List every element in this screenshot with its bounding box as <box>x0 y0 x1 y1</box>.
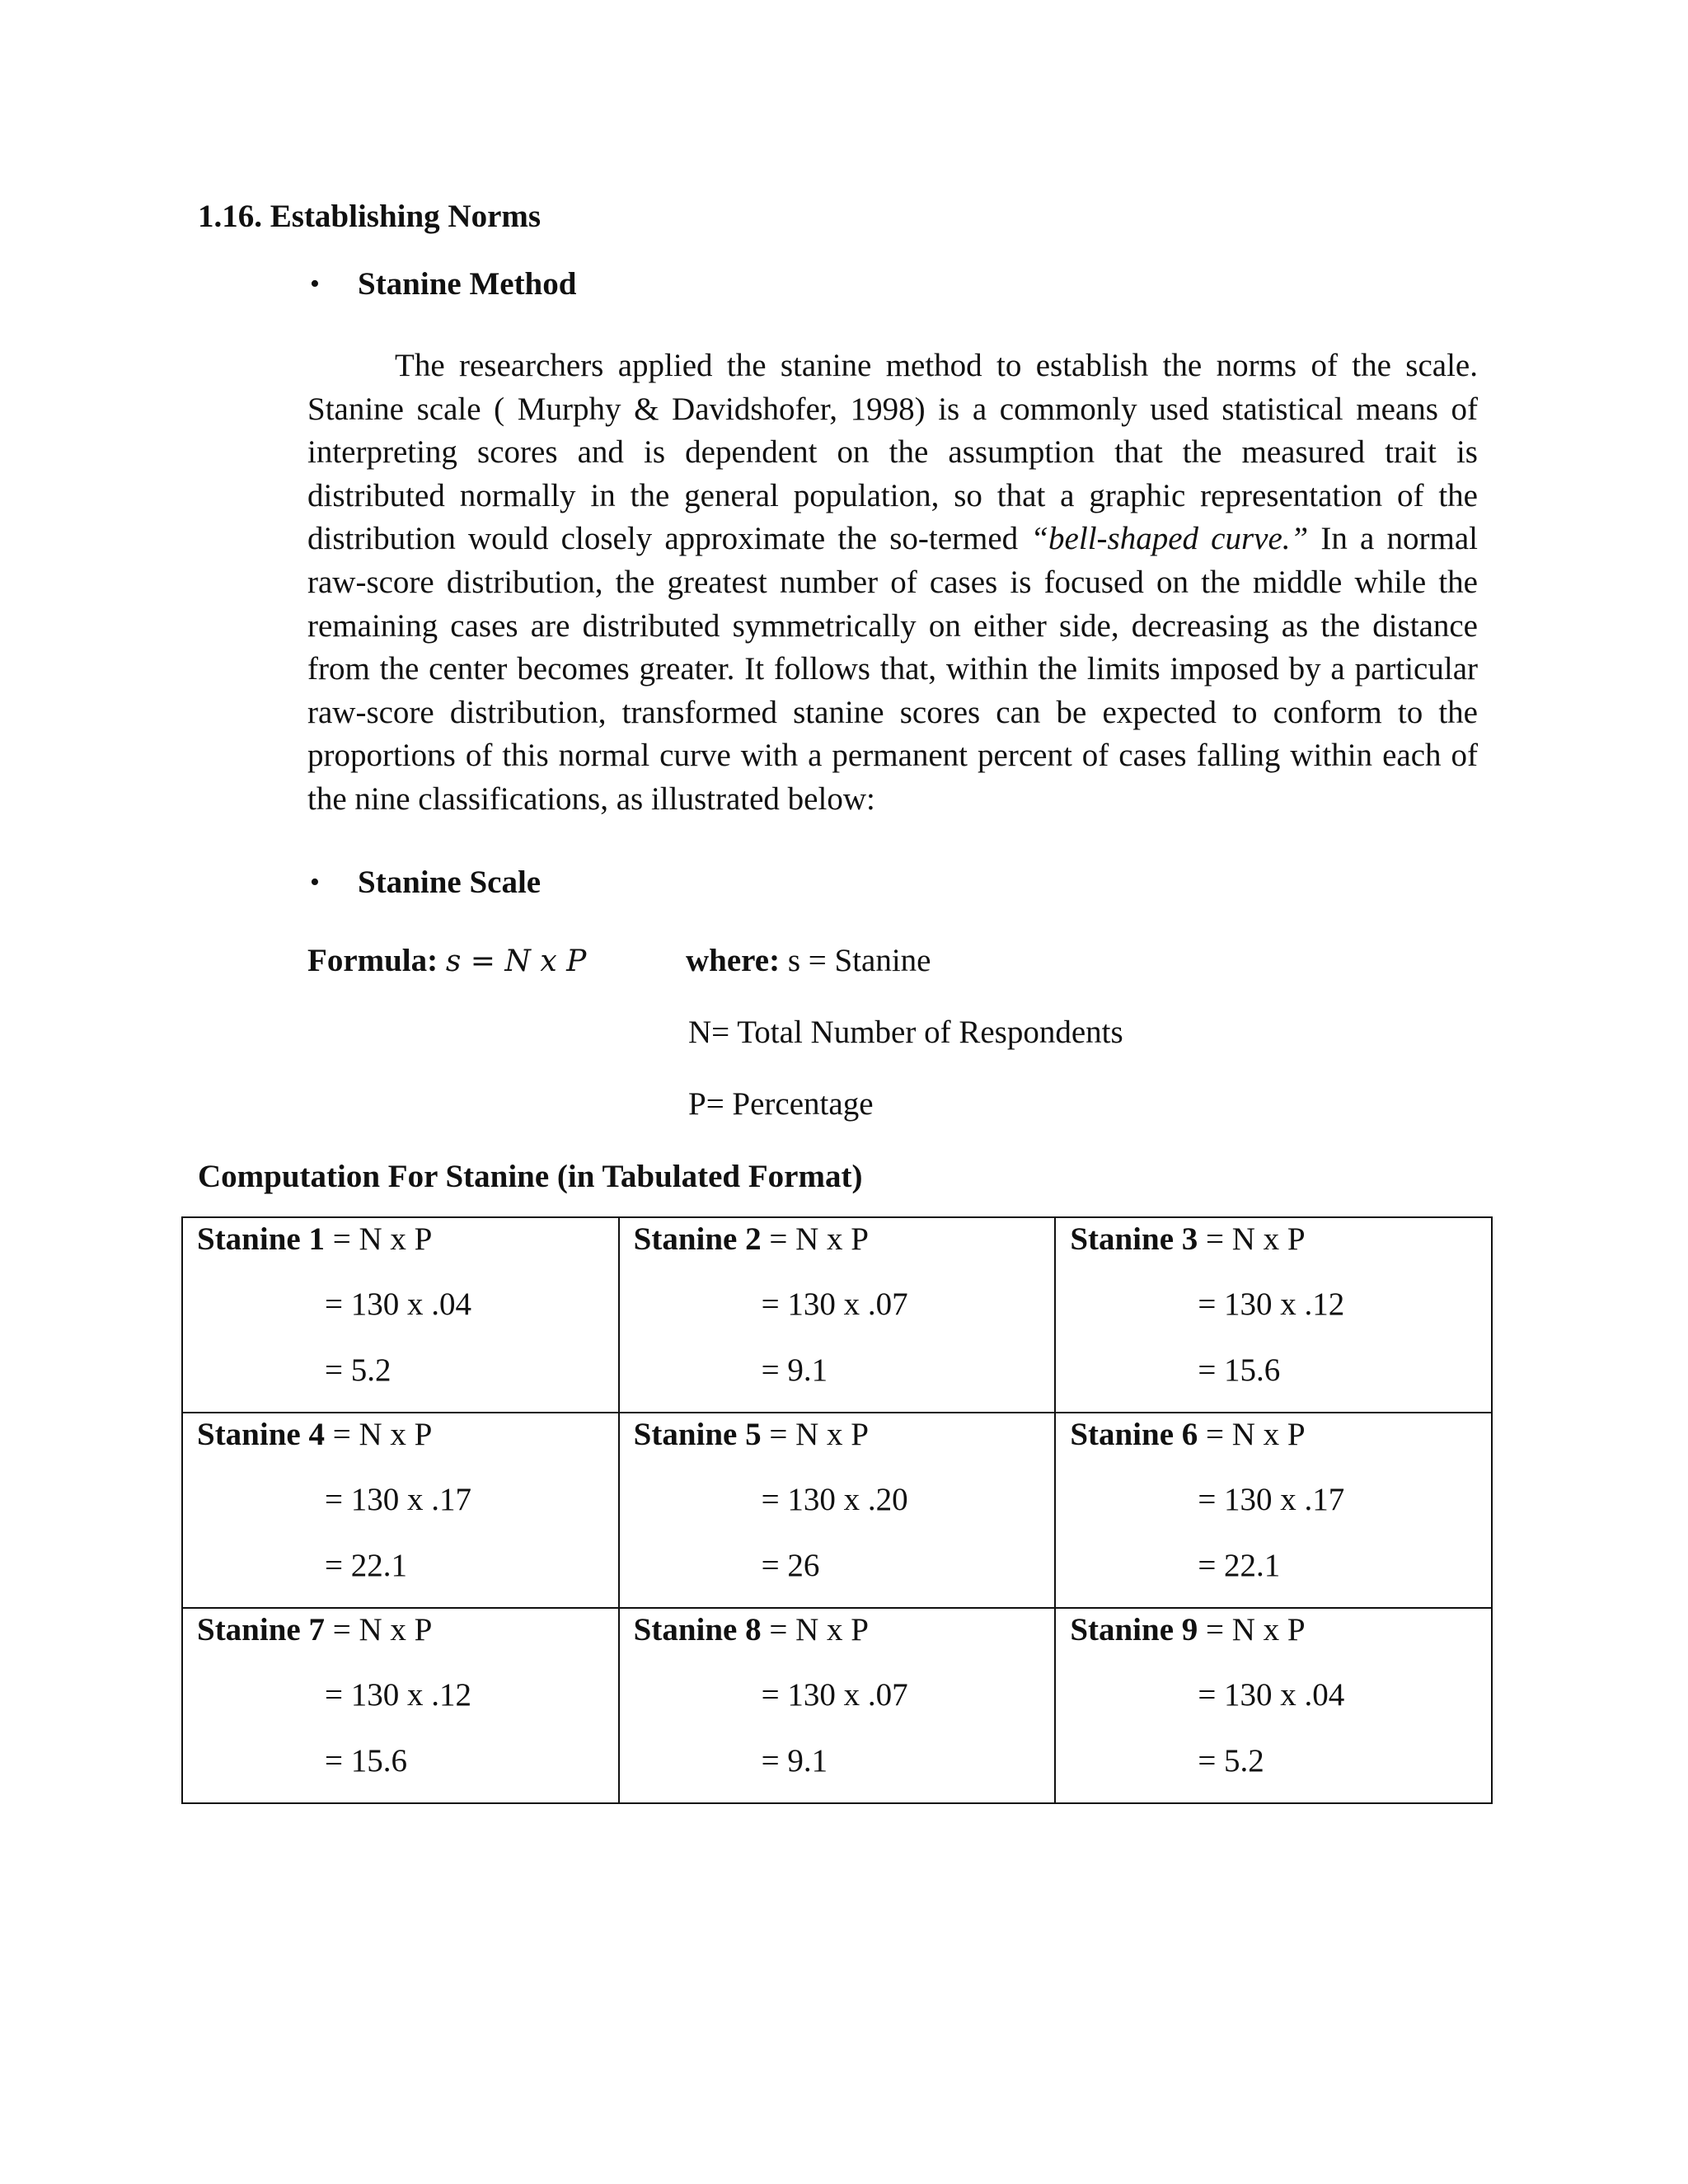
stanine-result: = 5.2 <box>325 1352 392 1388</box>
where-p-definition: P= Percentage <box>688 1086 874 1122</box>
stanine-formula: = N x P <box>769 1417 869 1452</box>
stanine-cell-7 <box>182 1608 619 1803</box>
bullet-icon: • <box>310 269 320 299</box>
stanine-cell-4 <box>182 1413 619 1608</box>
stanine-result: = 22.1 <box>325 1548 407 1583</box>
table-row <box>182 1413 1492 1608</box>
stanine-formula: = N x P <box>1206 1221 1306 1257</box>
stanine-result: = 15.6 <box>325 1743 407 1779</box>
formula-expression: s = N x P <box>445 944 587 978</box>
stanine-label: Stanine 8 <box>633 1612 762 1647</box>
paragraph-text-end: In a normal raw-score distribution, the greatest number of cases is focused on the middle while the remaining cases are distributed symmetrically on either side, decreasing as the distance from the center becomes greater. It follows that, within the limits imposed by a particular raw-score distribution, transformed stanine scores can be expected to conform to the proportions of this normal curve with a permanent percent of cases falling within each of the nine classifications, as illustrated below: <box>307 521 1479 817</box>
stanine-label: Stanine 3 <box>1070 1221 1198 1257</box>
stanine-label: Stanine 7 <box>197 1612 325 1647</box>
stanine-calc: = 130 x .12 <box>325 1677 471 1713</box>
stanine-calc: = 130 x .04 <box>1198 1677 1345 1713</box>
stanine-cell-5 <box>619 1413 1056 1608</box>
table-title: Computation For Stanine (in Tabulated Format) <box>198 1159 863 1194</box>
stanine-result: = 9.1 <box>761 1743 828 1779</box>
stanine-cell-9 <box>1055 1608 1492 1803</box>
stanine-label: Stanine 5 <box>633 1417 762 1452</box>
stanine-calc: = 130 x .07 <box>761 1677 908 1713</box>
stanine-calc: = 130 x .07 <box>761 1286 908 1322</box>
stanine-cell-3 <box>1055 1217 1492 1413</box>
stanine-calc: = 130 x .04 <box>325 1286 471 1322</box>
formula-label: Formula: <box>307 943 438 978</box>
subheading-stanine-method: Stanine Method <box>358 266 577 302</box>
where-s-definition: s = Stanine <box>787 943 931 978</box>
stanine-formula: = N x P <box>332 1612 433 1647</box>
stanine-formula: = N x P <box>769 1612 869 1647</box>
stanine-label: Stanine 4 <box>197 1417 325 1452</box>
stanine-cell-8 <box>619 1608 1056 1803</box>
bullet-icon: • <box>310 867 320 898</box>
stanine-label: Stanine 9 <box>1070 1612 1198 1647</box>
stanine-formula: = N x P <box>332 1417 433 1452</box>
stanine-label: Stanine 6 <box>1070 1417 1198 1452</box>
stanine-formula: = N x P <box>1206 1417 1306 1452</box>
stanine-result: = 5.2 <box>1198 1743 1264 1779</box>
stanine-result: = 22.1 <box>1198 1548 1281 1583</box>
where-line-s <box>686 940 931 982</box>
where-n-definition: N= Total Number of Respondents <box>688 1015 1123 1050</box>
where-label: where: <box>686 943 781 978</box>
stanine-result: = 9.1 <box>761 1352 828 1388</box>
stanine-cell-1 <box>182 1217 619 1413</box>
stanine-cell-6 <box>1055 1413 1492 1608</box>
paragraph-emphasis: “bell-shaped curve.” <box>1030 521 1309 557</box>
stanine-formula: = N x P <box>332 1221 433 1257</box>
stanine-computation-table <box>181 1216 1493 1804</box>
stanine-calc: = 130 x .17 <box>1198 1482 1345 1517</box>
table-row <box>182 1217 1492 1413</box>
subheading-stanine-scale: Stanine Scale <box>358 865 542 900</box>
stanine-result: = 26 <box>761 1548 820 1583</box>
stanine-label: Stanine 1 <box>197 1221 325 1257</box>
stanine-result: = 15.6 <box>1198 1352 1281 1388</box>
table-row <box>182 1608 1492 1803</box>
stanine-cell-2 <box>619 1217 1056 1413</box>
method-paragraph <box>307 344 1478 822</box>
stanine-calc: = 130 x .17 <box>325 1482 471 1517</box>
section-heading: 1.16. Establishing Norms <box>198 199 542 234</box>
stanine-calc: = 130 x .12 <box>1198 1286 1345 1322</box>
paragraph-text-start: The researchers applied the stanine method to establish the norms of the scale. Stanine scale ( Murphy & Davidshofer, 1998) is a commonly used statistical means of interpreting scores and is dependent on the assumption that the measured trait is distributed normally in the general population, so that a graphic representation of the distribution would closely approximate the so-termed <box>307 348 1478 557</box>
stanine-calc: = 130 x .20 <box>761 1482 908 1517</box>
stanine-label: Stanine 2 <box>633 1221 762 1257</box>
formula-line <box>307 940 586 982</box>
stanine-formula: = N x P <box>769 1221 869 1257</box>
stanine-formula: = N x P <box>1206 1612 1306 1647</box>
